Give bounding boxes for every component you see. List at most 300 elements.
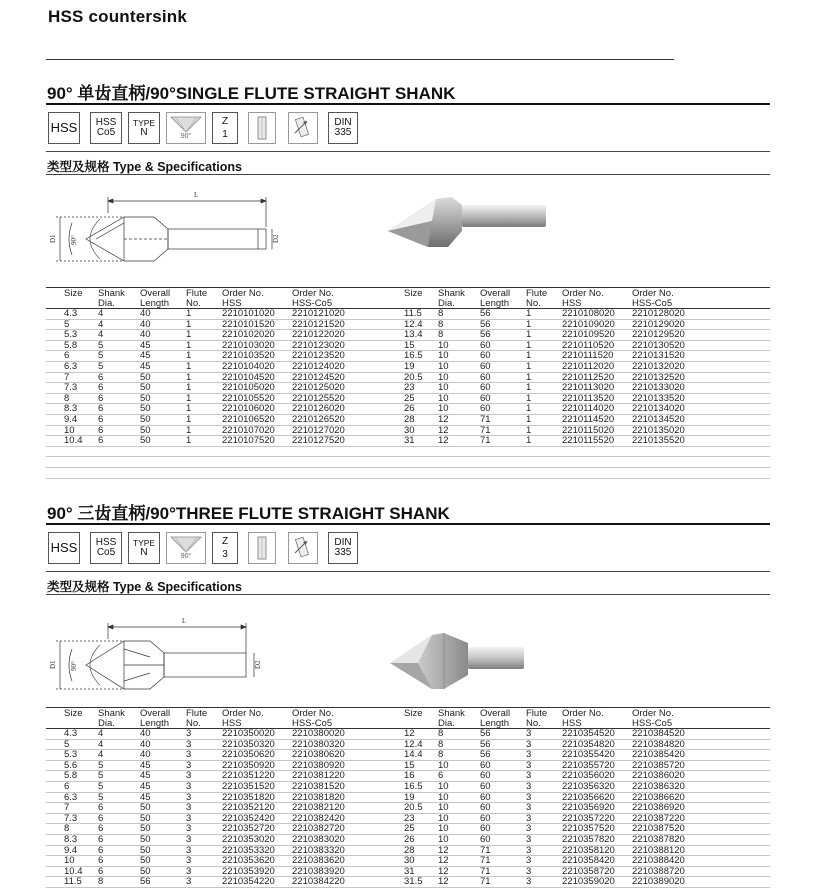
cell-overall-length: 45: [140, 781, 151, 792]
cell-order-no-hss-co5: 2210388120: [632, 844, 685, 856]
cell-shank-dia: 6: [98, 382, 104, 394]
column-header-shank-dia: Shank Dia.: [438, 288, 465, 309]
cell-order-no-hss: 2210353920: [222, 865, 275, 877]
cell-flute-no: 3: [526, 781, 532, 792]
cell-order-no-hss-co5: 2210384220: [292, 876, 345, 888]
cell-overall-length: 50: [140, 435, 151, 447]
column-header-order-no-hss-co5: Order No. HSS-Co5: [632, 288, 674, 309]
cell-overall-length: 45: [140, 350, 151, 362]
cell-overall-length: 50: [140, 855, 151, 867]
column-header-order-no-hss: Order No. HSS: [562, 288, 604, 309]
cell-overall-length: 60: [480, 834, 491, 845]
cell-size: 5: [64, 318, 70, 330]
cell-order-no-hss-co5: 2210122020: [292, 329, 345, 341]
cell-flute-no: 1: [526, 308, 532, 319]
cell-order-no-hss-co5: 2210131520: [632, 350, 685, 362]
table-row: [46, 729, 770, 740]
cell-overall-length: 45: [140, 770, 151, 782]
cell-flute-no: 3: [526, 728, 532, 739]
cell-size: 7.3: [64, 812, 78, 824]
cell-order-no-hss: 2210102020: [222, 329, 275, 341]
cell-size: 5.8: [64, 770, 78, 782]
cell-size: 19: [404, 791, 415, 803]
cell-order-no-hss: 2210356020: [562, 770, 615, 782]
cell-overall-length: 60: [480, 382, 491, 394]
cell-order-no-hss-co5: 2210135520: [632, 435, 685, 447]
cell-flute-no: 1: [526, 371, 532, 383]
cell-order-no-hss-co5: 2210389020: [632, 876, 685, 888]
cell-order-no-hss-co5: 2210128020: [632, 308, 685, 319]
cell-order-no-hss: 2210106520: [222, 414, 275, 425]
cell-shank-dia: 8: [98, 876, 104, 888]
cell-size: 16.5: [404, 781, 423, 792]
cell-order-no-hss: 2210353620: [222, 855, 275, 867]
cell-order-no-hss-co5: 2210134520: [632, 414, 685, 425]
cell-overall-length: 60: [480, 770, 491, 782]
cell-overall-length: 50: [140, 371, 151, 383]
cell-flute-no: 1: [186, 308, 192, 319]
cell-flute-no: 1: [186, 329, 192, 341]
cell-order-no-hss: 2210350320: [222, 738, 275, 750]
cell-overall-length: 40: [140, 728, 151, 739]
cell-size: 28: [404, 414, 415, 425]
column-header-size: Size: [404, 708, 423, 719]
cell-flute-no: 3: [526, 812, 532, 824]
d1-label: D1: [49, 660, 57, 669]
cell-shank-dia: 10: [438, 812, 449, 824]
cell-overall-length: 56: [480, 749, 491, 761]
cell-overall-length: 60: [480, 361, 491, 372]
cell-size: 30: [404, 424, 415, 436]
cell-flute-no: 1: [186, 371, 192, 383]
cell-size: 9.4: [64, 414, 78, 425]
column-header-order-no-hss-co5: Order No. HSS-Co5: [292, 708, 334, 729]
cell-flute-no: 3: [526, 770, 532, 782]
table-row: [46, 362, 770, 373]
cell-overall-length: 71: [480, 414, 491, 425]
type-badge: TYPE N: [128, 532, 160, 564]
cell-flute-no: 3: [186, 802, 192, 814]
cell-overall-length: 50: [140, 812, 151, 824]
cell-order-no-hss: 2210107520: [222, 435, 275, 447]
cell-flute-no: 3: [526, 834, 532, 845]
cell-overall-length: 56: [480, 318, 491, 330]
column-header-order-no-hss: Order No. HSS: [222, 288, 264, 309]
cell-overall-length: 71: [480, 844, 491, 856]
flute-count-badge: Z 1: [212, 112, 238, 144]
cell-size: 5.8: [64, 339, 78, 351]
cell-flute-no: 1: [526, 382, 532, 394]
cell-size: 20.5: [404, 802, 423, 814]
cell-order-no-hss: 2210356920: [562, 802, 615, 814]
cell-shank-dia: 10: [438, 802, 449, 814]
cell-overall-length: 40: [140, 749, 151, 761]
table-row: [46, 309, 770, 320]
cell-size: 31: [404, 435, 415, 447]
cell-size: 6: [64, 350, 70, 362]
column-header-flute-no: Flute No.: [186, 708, 208, 729]
table-row: [46, 877, 770, 888]
cell-order-no-hss-co5: 2210135020: [632, 424, 685, 436]
cell-flute-no: 1: [186, 435, 192, 447]
cell-order-no-hss: 2210115520: [562, 435, 615, 447]
column-header-flute-no: Flute No.: [186, 288, 208, 309]
title-divider: [46, 59, 674, 60]
cell-overall-length: 71: [480, 865, 491, 877]
cell-flute-no: 1: [526, 435, 532, 447]
cell-order-no-hss-co5: 2210387520: [632, 823, 685, 835]
cell-order-no-hss: 2210356320: [562, 781, 615, 792]
cell-order-no-hss-co5: 2210133520: [632, 392, 685, 404]
cell-order-no-hss-co5: 2210380620: [292, 749, 345, 761]
cell-flute-no: 3: [186, 834, 192, 845]
cell-order-no-hss-co5: 2210129020: [632, 318, 685, 330]
cell-overall-length: 50: [140, 382, 151, 394]
cell-shank-dia: 6: [98, 855, 104, 867]
cell-shank-dia: 6: [98, 812, 104, 824]
cell-flute-no: 3: [526, 855, 532, 867]
cell-order-no-hss: 2210109020: [562, 318, 615, 330]
table-row: [46, 436, 770, 447]
cell-overall-length: 40: [140, 738, 151, 750]
cell-order-no-hss: 2210115020: [562, 424, 615, 436]
cell-order-no-hss-co5: 2210382120: [292, 802, 345, 814]
cell-overall-length: 50: [140, 802, 151, 814]
cell-shank-dia: 6: [98, 823, 104, 835]
cell-shank-dia: 12: [438, 865, 449, 877]
cell-size: 9.4: [64, 844, 78, 856]
cell-shank-dia: 10: [438, 350, 449, 362]
cell-order-no-hss-co5: 2210123020: [292, 339, 345, 351]
length-label: L: [182, 617, 187, 625]
cell-size: 12: [404, 728, 415, 739]
cell-order-no-hss-co5: 2210388420: [632, 855, 685, 867]
cell-overall-length: 40: [140, 318, 151, 330]
cell-size: 11.5: [404, 308, 422, 319]
cell-size: 10: [64, 855, 75, 867]
section-divider: [46, 523, 770, 525]
badge-divider: [46, 151, 770, 152]
cell-shank-dia: 8: [438, 308, 444, 319]
cell-overall-length: 60: [480, 802, 491, 814]
din-standard-badge: DIN 335: [328, 112, 358, 144]
type-specifications-heading: 类型及规格 Type & Specifications: [47, 160, 242, 174]
cell-order-no-hss: 2210352420: [222, 812, 275, 824]
cell-overall-length: 50: [140, 865, 151, 877]
cell-order-no-hss: 2210350620: [222, 749, 275, 761]
cell-order-no-hss: 2210353320: [222, 844, 275, 856]
cell-order-no-hss-co5: 2210381520: [292, 781, 345, 792]
straight-shank-icon: [253, 115, 271, 141]
cell-overall-length: 50: [140, 392, 151, 404]
cell-order-no-hss-co5: 2210121520: [292, 318, 345, 330]
cell-order-no-hss: 2210104520: [222, 371, 275, 383]
cell-order-no-hss-co5: 2210130520: [632, 339, 685, 351]
cell-order-no-hss: 2210355420: [562, 749, 615, 761]
cell-shank-dia: 6: [438, 770, 444, 782]
cell-order-no-hss-co5: 2210129520: [632, 329, 685, 341]
cell-shank-dia: 4: [98, 329, 104, 341]
cell-overall-length: 56: [480, 329, 491, 341]
cell-overall-length: 60: [480, 339, 491, 351]
table-row: [46, 782, 770, 793]
cell-shank-dia: 12: [438, 876, 449, 888]
empty-table-row: [46, 457, 770, 468]
length-label: L: [194, 191, 199, 199]
cell-size: 8: [64, 823, 70, 835]
cell-order-no-hss: 2210112520: [562, 371, 615, 383]
cell-order-no-hss-co5: 2210382720: [292, 823, 345, 835]
cell-size: 26: [404, 834, 415, 845]
cell-order-no-hss: 2210359020: [562, 876, 615, 888]
cell-size: 6.3: [64, 361, 78, 372]
d2-label: D2: [272, 234, 280, 243]
cell-size: 12.4: [404, 318, 423, 330]
cell-size: 15: [404, 339, 415, 351]
cell-size: 14.4: [404, 749, 423, 761]
cell-shank-dia: 4: [98, 728, 104, 739]
cell-order-no-hss: 2210106020: [222, 403, 275, 415]
cell-order-no-hss: 2210107020: [222, 424, 275, 436]
cell-shank-dia: 10: [438, 781, 449, 792]
cell-order-no-hss-co5: 2210388720: [632, 865, 685, 877]
table-row: [46, 835, 770, 846]
cell-size: 20.5: [404, 371, 423, 383]
cell-size: 26: [404, 403, 415, 415]
cell-flute-no: 1: [526, 339, 532, 351]
cell-overall-length: 60: [480, 823, 491, 835]
column-header-overall-length: Overall Length: [480, 288, 511, 309]
cell-flute-no: 1: [186, 424, 192, 436]
cell-flute-no: 1: [526, 403, 532, 415]
angle-badge: 90°: [166, 532, 206, 564]
cell-overall-length: 45: [140, 791, 151, 803]
cell-shank-dia: 6: [98, 834, 104, 845]
cell-order-no-hss: 2210114020: [562, 403, 615, 415]
cell-order-no-hss: 2210354220: [222, 876, 275, 888]
cell-order-no-hss-co5: 2210386920: [632, 802, 685, 814]
cell-shank-dia: 5: [98, 759, 104, 771]
cell-shank-dia: 10: [438, 759, 449, 771]
cell-size: 10.4: [64, 865, 83, 877]
cell-size: 15: [404, 759, 415, 771]
section-divider: [46, 103, 770, 105]
cell-size: 16: [404, 770, 415, 782]
cell-order-no-hss: 2210352720: [222, 823, 275, 835]
cell-order-no-hss: 2210351520: [222, 781, 275, 792]
column-header-flute-no: Flute No.: [526, 708, 548, 729]
cell-flute-no: 3: [186, 781, 192, 792]
material-hss-badge: HSS: [48, 112, 80, 144]
cell-order-no-hss-co5: 2210387820: [632, 834, 685, 845]
cell-shank-dia: 5: [98, 339, 104, 351]
cell-order-no-hss: 2210351220: [222, 770, 275, 782]
cell-order-no-hss: 2210113520: [562, 392, 615, 404]
column-header-order-no-hss: Order No. HSS: [562, 708, 604, 729]
cell-size: 31.5: [404, 876, 423, 888]
column-header-order-no-hss: Order No. HSS: [222, 708, 264, 729]
cutting-direction-badge: [288, 532, 318, 564]
cell-order-no-hss: 2210109520: [562, 329, 615, 341]
cell-shank-dia: 10: [438, 339, 449, 351]
cell-flute-no: 1: [186, 361, 192, 372]
cell-overall-length: 71: [480, 424, 491, 436]
cell-order-no-hss-co5: 2210127520: [292, 435, 345, 447]
cell-order-no-hss: 2210352120: [222, 802, 275, 814]
cell-overall-length: 56: [140, 876, 151, 888]
cell-order-no-hss: 2210103520: [222, 350, 275, 362]
angle-label: 90°: [70, 661, 78, 671]
badge-divider: [46, 571, 770, 572]
cell-overall-length: 50: [140, 403, 151, 415]
cell-flute-no: 3: [186, 812, 192, 824]
cell-flute-no: 3: [186, 823, 192, 835]
cutting-direction-icon: [292, 115, 314, 141]
cell-shank-dia: 6: [98, 844, 104, 856]
cell-shank-dia: 4: [98, 318, 104, 330]
cell-size: 6: [64, 781, 70, 792]
cell-size: 25: [404, 392, 415, 404]
cell-shank-dia: 8: [438, 728, 444, 739]
cell-order-no-hss: 2210105520: [222, 392, 275, 404]
table-header: [46, 287, 770, 309]
cell-flute-no: 3: [526, 759, 532, 771]
material-hss-badge: HSS: [48, 532, 80, 564]
cell-overall-length: 50: [140, 823, 151, 835]
cell-flute-no: 3: [186, 855, 192, 867]
type-badge: TYPE N: [128, 112, 160, 144]
cell-flute-no: 1: [186, 339, 192, 351]
cell-size: 5: [64, 738, 70, 750]
cell-order-no-hss-co5: 2210124020: [292, 361, 345, 372]
cell-flute-no: 3: [526, 791, 532, 803]
spec-divider: [46, 174, 770, 175]
cell-size: 8: [64, 392, 70, 404]
table-row: [46, 415, 770, 426]
cell-size: 5.3: [64, 749, 78, 761]
spec-divider: [46, 594, 770, 595]
cell-size: 8.3: [64, 403, 78, 415]
d2-label: D2: [254, 660, 262, 669]
cell-order-no-hss-co5: 2210127020: [292, 424, 345, 436]
cell-shank-dia: 5: [98, 770, 104, 782]
cell-order-no-hss-co5: 2210381820: [292, 791, 345, 803]
single-flute-countersink-image: [386, 187, 558, 253]
angle-label: 90°: [70, 235, 78, 245]
cell-flute-no: 3: [186, 865, 192, 877]
cell-overall-length: 60: [480, 350, 491, 362]
table-header: [46, 707, 770, 729]
cell-size: 13.4: [404, 329, 423, 341]
cell-shank-dia: 6: [98, 403, 104, 415]
cell-order-no-hss: 2210353020: [222, 834, 275, 845]
cell-shank-dia: 12: [438, 435, 449, 447]
cell-order-no-hss-co5: 2210134020: [632, 403, 685, 415]
cell-order-no-hss: 2210358420: [562, 855, 615, 867]
cell-flute-no: 3: [526, 844, 532, 856]
column-header-shank-dia: Shank Dia.: [438, 708, 465, 729]
cell-size: 28: [404, 844, 415, 856]
cell-order-no-hss-co5: 2210383020: [292, 834, 345, 845]
cell-size: 25: [404, 823, 415, 835]
cell-shank-dia: 10: [438, 823, 449, 835]
cell-order-no-hss: 2210355720: [562, 759, 615, 771]
cell-flute-no: 1: [526, 329, 532, 341]
cell-flute-no: 3: [186, 876, 192, 888]
single-flute-technical-drawing: [46, 183, 286, 273]
cell-flute-no: 3: [526, 865, 532, 877]
empty-table-row: [46, 447, 770, 458]
cell-flute-no: 3: [186, 791, 192, 803]
cell-shank-dia: 10: [438, 382, 449, 394]
column-header-shank-dia: Shank Dia.: [98, 708, 125, 729]
cell-shank-dia: 8: [438, 738, 444, 750]
straight-shank-badge: [248, 112, 276, 144]
cell-order-no-hss-co5: 2210385720: [632, 759, 685, 771]
cell-flute-no: 3: [526, 876, 532, 888]
cell-order-no-hss: 2210356620: [562, 791, 615, 803]
cell-flute-no: 3: [186, 749, 192, 761]
cell-order-no-hss-co5: 2210125020: [292, 382, 345, 394]
cell-order-no-hss: 2210113020: [562, 382, 615, 394]
cell-shank-dia: 8: [438, 329, 444, 341]
cell-flute-no: 1: [526, 392, 532, 404]
cell-overall-length: 60: [480, 791, 491, 803]
cell-shank-dia: 8: [438, 749, 444, 761]
cell-order-no-hss-co5: 2210380020: [292, 728, 345, 739]
cell-flute-no: 3: [186, 738, 192, 750]
cell-overall-length: 45: [140, 361, 151, 372]
cell-size: 12.4: [404, 738, 423, 750]
cell-order-no-hss-co5: 2210132020: [632, 361, 685, 372]
cell-order-no-hss-co5: 2210384820: [632, 738, 685, 750]
cell-size: 23: [404, 812, 415, 824]
cell-shank-dia: 5: [98, 791, 104, 803]
cell-shank-dia: 10: [438, 834, 449, 845]
cell-size: 5.3: [64, 329, 78, 341]
cell-shank-dia: 4: [98, 738, 104, 750]
cell-order-no-hss-co5: 2210125520: [292, 392, 345, 404]
cell-order-no-hss: 2210350920: [222, 759, 275, 771]
cell-size: 31: [404, 865, 415, 877]
cell-overall-length: 50: [140, 844, 151, 856]
cell-order-no-hss-co5: 2210380320: [292, 738, 345, 750]
cell-size: 4.3: [64, 308, 78, 319]
column-header-flute-no: Flute No.: [526, 288, 548, 309]
cell-order-no-hss-co5: 2210386620: [632, 791, 685, 803]
angle-badge: 90°: [166, 112, 206, 144]
cell-flute-no: 3: [186, 759, 192, 771]
cell-order-no-hss-co5: 2210381220: [292, 770, 345, 782]
cell-order-no-hss-co5: 2210121020: [292, 308, 345, 319]
cell-order-no-hss-co5: 2210383620: [292, 855, 345, 867]
cell-order-no-hss: 2210111520: [562, 350, 614, 362]
cell-size: 7: [64, 371, 70, 383]
cell-order-no-hss-co5: 2210384520: [632, 728, 685, 739]
cell-order-no-hss-co5: 2210126020: [292, 403, 345, 415]
column-header-size: Size: [64, 708, 83, 719]
cell-order-no-hss-co5: 2210133020: [632, 382, 685, 394]
column-header-size: Size: [64, 288, 83, 299]
cell-flute-no: 1: [186, 382, 192, 394]
cell-order-no-hss: 2210350020: [222, 728, 275, 739]
cell-shank-dia: 10: [438, 791, 449, 803]
cell-shank-dia: 12: [438, 844, 449, 856]
cell-order-no-hss-co5: 2210385420: [632, 749, 685, 761]
cell-shank-dia: 6: [98, 802, 104, 814]
cell-order-no-hss: 2210101020: [222, 308, 275, 319]
cell-flute-no: 3: [526, 823, 532, 835]
